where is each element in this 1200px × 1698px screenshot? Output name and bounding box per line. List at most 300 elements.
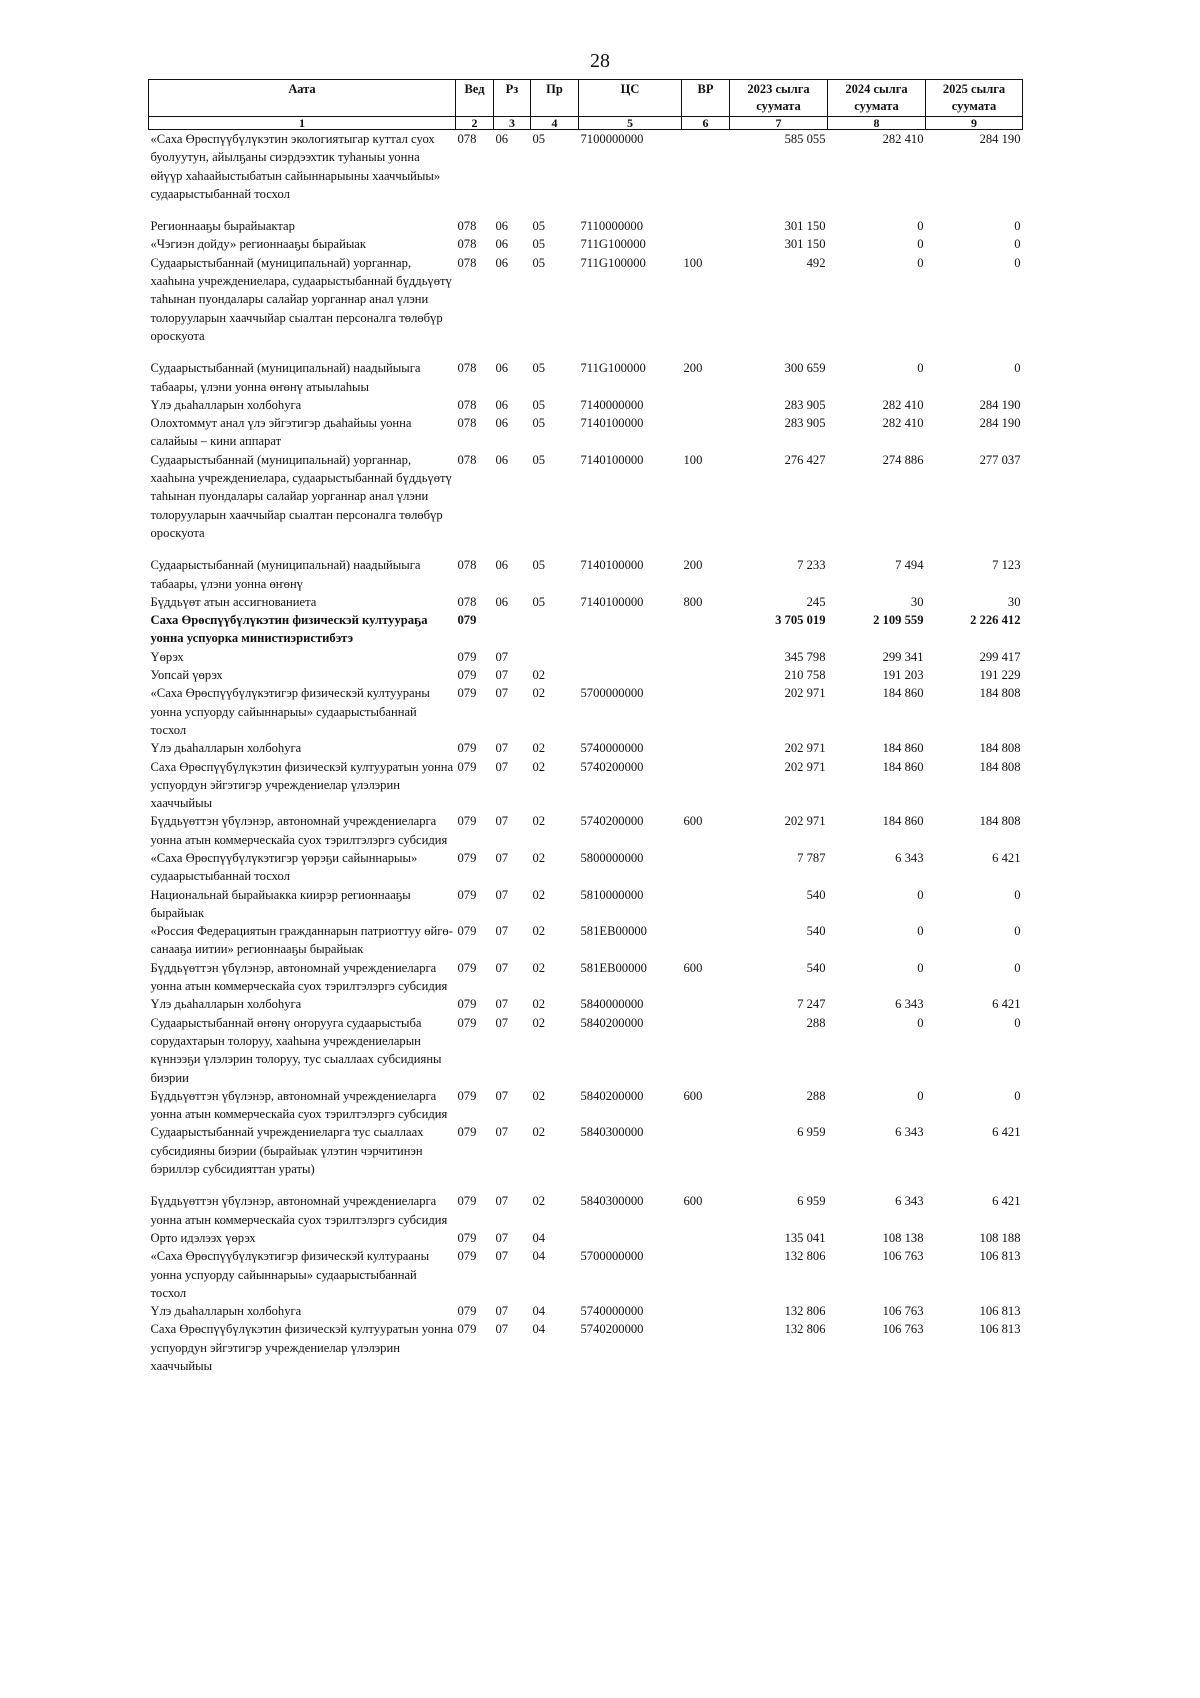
row-amount-2023: 132 806 (784, 1304, 826, 1319)
row-cs: 5740000000 (580, 1304, 644, 1319)
row-amount-2023: 6 959 (797, 1194, 826, 1209)
row-rz: 07 (495, 1194, 509, 1209)
row-vr: 600 (683, 960, 703, 975)
row-amount-2025: 277 037 (979, 452, 1021, 467)
row-rz: 06 (495, 361, 509, 376)
row-name: «Саха Өрөспүүбүлүкэтигэр үөрэҕи сайыннарыы» судаарыстыбаннай тосхол (150, 850, 418, 884)
row-amount-2023: 276 427 (784, 452, 826, 467)
row-amount-2023: 210 758 (784, 668, 826, 683)
row-vr (682, 758, 730, 813)
table-row (149, 812, 1023, 849)
table-row (149, 959, 1023, 996)
table-row (149, 235, 1023, 253)
table-row (149, 849, 1023, 886)
row-cs (579, 666, 682, 684)
row-rz: 06 (495, 132, 509, 146)
row-rz: 07 (495, 668, 509, 683)
row-rz: 06 (495, 255, 509, 270)
row-amount-2025: 284 190 (979, 416, 1021, 431)
row-ved: 079 (457, 997, 477, 1012)
row-amount-2024: 0 (917, 237, 924, 252)
row-amount-2023: 283 905 (784, 416, 826, 431)
row-amount-2023: 3 705 019 (775, 613, 826, 628)
table-row (149, 1087, 1023, 1124)
column-number: 9 (926, 117, 1023, 130)
row-amount-2023: 202 971 (784, 759, 826, 774)
row-cs (579, 611, 682, 648)
row-amount-2024: 0 (917, 219, 924, 234)
row-amount-2023: 202 971 (784, 741, 826, 756)
row-ved: 078 (457, 361, 477, 376)
row-pr: 02 (532, 1194, 546, 1209)
row-amount-2023: 202 971 (784, 686, 826, 701)
table-row (149, 254, 1023, 359)
row-amount-2023: 245 (806, 594, 826, 609)
row-name: Орто идэлээх үөрэх (150, 1230, 256, 1245)
row-ved: 079 (457, 924, 477, 939)
row-name: Национальнай бырайыакка киирэр регионнааҕы бырайыак (150, 887, 411, 920)
row-name: Бүддьүөттэн үбүлэнэр, автономнай учреждениеларга уонна атын коммерческайа суох тэрилтэлэргэ субсидия (150, 814, 448, 847)
table-row (149, 1320, 1023, 1375)
row-ved: 078 (457, 237, 477, 252)
row-ved: 078 (457, 255, 477, 270)
row-vr (682, 648, 730, 666)
row-pr: 02 (532, 960, 546, 975)
row-ved: 078 (457, 558, 477, 573)
row-ved: 079 (457, 814, 477, 829)
row-name: Бүддьүөт атын ассигнованиета (150, 594, 317, 609)
row-ved: 079 (457, 1194, 477, 1209)
row-name: Уопсай үөрэх (150, 668, 223, 683)
row-amount-2025: 0 (1014, 887, 1021, 902)
row-amount-2024: 7 494 (895, 558, 924, 573)
row-vr (682, 414, 730, 451)
row-amount-2024: 282 410 (882, 397, 924, 412)
table-row (149, 684, 1023, 739)
table-row (149, 130, 1023, 218)
row-name: Судаарыстыбаннай учреждениеларга тус сыаллаах субсидияны биэрии (бырайыак үлэтин чэрчитинэн бэриллэр субсидияттан ураты) (150, 1125, 424, 1177)
row-rz: 07 (495, 924, 509, 939)
row-pr: 05 (532, 255, 546, 270)
table-row (149, 1014, 1023, 1087)
row-cs: 7100000000 (580, 132, 644, 146)
row-amount-2025: 6 421 (992, 850, 1021, 865)
row-pr: 04 (532, 1230, 546, 1245)
row-amount-2025: 284 190 (979, 397, 1021, 412)
row-cs: 5740000000 (580, 741, 644, 756)
table-row (149, 359, 1023, 396)
row-amount-2024: 184 860 (882, 814, 924, 829)
row-pr: 05 (532, 219, 546, 234)
table-row (149, 1302, 1023, 1320)
row-pr: 05 (532, 237, 546, 252)
row-pr: 02 (532, 1088, 546, 1103)
row-vr (682, 666, 730, 684)
row-amount-2025: 0 (1014, 255, 1021, 270)
column-header-pr: Пр (531, 80, 579, 117)
row-vr (682, 849, 730, 886)
row-name: «Саха Өрөспүүбүлүкэтин экологиятыгар куттал суох буолуутун, айылҕаны сиэрдээхтик туһаныы уонна өйүүр хаһаайыстыбатын сайыннарыыны хааччыйыы» судаарыстыбаннай тосхол (150, 132, 441, 201)
row-cs: 5740200000 (580, 814, 644, 829)
row-name: Саха Өрөспүүбүлүкэтин физическэй култуураҕа уонна успуорка министиэристибэтэ (150, 613, 428, 646)
row-amount-2024: 6 343 (895, 1125, 924, 1140)
row-amount-2023: 345 798 (784, 649, 826, 664)
row-amount-2023: 202 971 (784, 814, 826, 829)
row-cs: 711G100000 (580, 237, 646, 252)
row-vr (682, 1302, 730, 1320)
row-pr: 05 (532, 594, 546, 609)
row-vr (682, 684, 730, 739)
row-rz: 07 (495, 887, 509, 902)
row-rz: 07 (495, 759, 509, 774)
row-pr: 05 (532, 132, 546, 146)
row-pr: 02 (532, 924, 546, 939)
row-rz: 07 (495, 1249, 509, 1264)
row-vr (682, 611, 730, 648)
row-pr: 02 (532, 668, 546, 683)
row-name: «Саха Өрөспүүбүлүкэтигэр физическэй културааны уонна успуорду сайыннарыы» судаарыстыбаннай тосхол (150, 1249, 430, 1300)
row-rz: 07 (495, 1015, 509, 1030)
row-amount-2023: 283 905 (784, 397, 826, 412)
row-rz: 07 (495, 686, 509, 701)
header-row (149, 80, 1023, 117)
row-amount-2024: 184 860 (882, 686, 924, 701)
row-rz: 06 (495, 452, 509, 467)
row-ved: 079 (457, 1304, 477, 1319)
row-rz: 07 (495, 649, 509, 664)
row-rz (494, 611, 531, 648)
row-rz: 07 (495, 850, 509, 865)
row-rz: 07 (495, 741, 509, 756)
row-amount-2025: 106 813 (979, 1322, 1021, 1337)
row-rz: 06 (495, 594, 509, 609)
row-vr: 200 (683, 558, 703, 573)
row-amount-2025: 299 417 (979, 649, 1021, 664)
column-header-cs: ЦС (579, 80, 682, 117)
row-amount-2025: 106 813 (979, 1249, 1021, 1264)
row-rz: 07 (495, 1230, 509, 1245)
table-row (149, 666, 1023, 684)
row-cs: 5740200000 (580, 1322, 644, 1337)
row-name: «Чэгиэн дойду» регионнааҕы бырайыак (150, 237, 367, 252)
row-vr (682, 1247, 730, 1302)
row-pr: 05 (532, 397, 546, 412)
row-cs: 5700000000 (580, 1249, 644, 1264)
row-rz: 06 (495, 416, 509, 431)
row-cs: 7140100000 (580, 558, 644, 573)
row-amount-2025: 108 188 (979, 1230, 1021, 1245)
column-number: 2 (456, 117, 494, 130)
row-vr (682, 1229, 730, 1247)
row-pr: 02 (532, 850, 546, 865)
row-amount-2025: 184 808 (979, 686, 1021, 701)
row-pr: 05 (532, 416, 546, 431)
row-ved: 079 (457, 960, 477, 975)
row-name: Судаарыстыбаннай (муниципальнай) уорганнар, хааһына учреждениелара, судаарыстыбаннай бүддьүөтү таһынан пуондалары салайар уорганнар анал үлэни толорууларын хааччыйар сыалтан персоналга төлөбүр ороскуота (150, 452, 452, 540)
row-amount-2024: 299 341 (882, 649, 924, 664)
row-ved: 079 (457, 1230, 477, 1245)
row-amount-2025: 0 (1014, 361, 1021, 376)
row-ved: 079 (457, 1249, 477, 1264)
row-ved: 079 (457, 1322, 477, 1337)
row-cs: 7110000000 (580, 219, 644, 234)
row-rz: 07 (495, 814, 509, 829)
table-row (149, 396, 1023, 414)
row-ved: 079 (457, 1125, 477, 1140)
row-ved: 079 (457, 649, 477, 664)
row-cs: 5840300000 (580, 1125, 644, 1140)
row-ved: 078 (457, 132, 477, 146)
row-cs: 5840200000 (580, 1088, 644, 1103)
row-amount-2025: 191 229 (979, 668, 1021, 683)
row-name: Үлэ дьаһалларын холбоһуга (150, 997, 302, 1012)
row-name: Судаарыстыбаннай (муниципальнай) наадыйыыга табаары, үлэни уонна өҥөнү (150, 558, 421, 591)
row-name: Олохтоммут анал үлэ эйгэтигэр дьаһайыы уонна салайыы – кини аппарат (150, 416, 412, 449)
row-name: Саха Өрөспүүбүлүкэтин физическэй култууратын уонна успуордун эйгэтигэр учреждениелар үлэлэрин хааччыйыы (150, 759, 454, 811)
row-amount-2024: 6 343 (895, 1194, 924, 1209)
row-ved: 078 (457, 452, 477, 467)
row-amount-2025: 7 123 (992, 558, 1021, 573)
row-cs: 7140100000 (580, 452, 644, 467)
row-amount-2023: 7 233 (797, 558, 826, 573)
row-name: Судаарыстыбаннай өҥөнү оҥорууга судаарыстыба сорудахтарын толоруу, хааһына учреждениеларын күннээҕи үлэлэрин толоруу, тус сыаллаах субсидияны биэрии (150, 1015, 442, 1085)
row-amount-2025: 0 (1014, 1088, 1021, 1103)
row-pr: 04 (532, 1304, 546, 1319)
row-amount-2024: 6 343 (895, 997, 924, 1012)
column-header-vr: ВР (682, 80, 730, 117)
row-cs: 581EB00000 (580, 924, 647, 939)
row-amount-2024: 0 (917, 1015, 924, 1030)
row-amount-2023: 540 (806, 887, 826, 902)
row-cs: 5740200000 (580, 759, 644, 774)
table-row (149, 1123, 1023, 1192)
table-row (149, 593, 1023, 611)
row-amount-2025: 284 190 (979, 132, 1021, 146)
row-ved: 078 (457, 219, 477, 234)
row-amount-2025: 106 813 (979, 1304, 1021, 1319)
row-amount-2024: 6 343 (895, 850, 924, 865)
table-row (149, 451, 1023, 556)
row-cs (579, 648, 682, 666)
row-amount-2025: 6 421 (992, 1194, 1021, 1209)
row-cs: 5700000000 (580, 686, 644, 701)
row-amount-2023: 301 150 (784, 237, 826, 252)
row-pr: 02 (532, 997, 546, 1012)
row-pr: 02 (532, 1015, 546, 1030)
row-amount-2023: 132 806 (784, 1322, 826, 1337)
row-amount-2025: 184 808 (979, 759, 1021, 774)
row-pr: 02 (532, 686, 546, 701)
row-name: «Саха Өрөспүүбүлүкэтигэр физическэй култуураны уонна успуорду сайыннарыы» судаарыстыбаннай тосхол (150, 686, 430, 737)
column-header-2024: 2024 сылга суумата (828, 80, 926, 117)
row-rz: 07 (495, 997, 509, 1012)
row-vr: 200 (683, 361, 703, 376)
row-name: Бүддьүөттэн үбүлэнэр, автономнай учреждениеларга уонна атын коммерческайа суох тэрилтэлэргэ субсидия (150, 960, 448, 994)
row-ved: 079 (457, 887, 477, 902)
row-cs: 5800000000 (580, 850, 644, 865)
row-amount-2024: 191 203 (882, 668, 924, 683)
column-header-2023: 2023 сылга суумата (730, 80, 828, 117)
row-amount-2025: 0 (1014, 960, 1021, 975)
table-row (149, 758, 1023, 813)
column-number: 1 (149, 117, 456, 130)
row-ved: 078 (457, 416, 477, 431)
row-name: Саха Өрөспүүбүлүкэтин физическэй култууратын уонна успуордун эйгэтигэр учреждениелар үлэлэрин хааччыйыы (150, 1322, 454, 1373)
column-header-name: Аата (149, 80, 456, 117)
row-name: Үөрэх (150, 649, 184, 664)
row-cs: 5810000000 (580, 887, 644, 902)
column-number: 7 (730, 117, 828, 130)
row-amount-2024: 0 (917, 960, 924, 975)
row-amount-2025: 0 (1014, 924, 1021, 939)
row-amount-2024: 106 763 (882, 1249, 924, 1264)
row-amount-2023: 288 (806, 1015, 826, 1030)
row-amount-2025: 0 (1014, 237, 1021, 252)
row-vr (682, 130, 730, 218)
row-amount-2025: 0 (1014, 1015, 1021, 1030)
row-name: Үлэ дьаһалларын холбоһуга (150, 1304, 302, 1319)
row-amount-2024: 0 (917, 924, 924, 939)
row-amount-2024: 0 (917, 1088, 924, 1103)
row-amount-2025: 6 421 (992, 1125, 1021, 1140)
table-row (149, 1192, 1023, 1229)
row-amount-2024: 0 (917, 255, 924, 270)
row-name: Регионнааҕы бырайыактар (150, 219, 295, 234)
row-rz: 07 (495, 960, 509, 975)
row-rz: 06 (495, 558, 509, 573)
row-vr (682, 1014, 730, 1087)
row-cs: 581EB00000 (580, 960, 647, 975)
column-header-2025: 2025 сылга суумата (926, 80, 1023, 117)
row-name: Бүддьүөттэн үбүлэнэр, автономнай учреждениеларга уонна атын коммерческайа суох тэрилтэлэргэ субсидия (150, 1088, 448, 1122)
row-amount-2024: 30 (910, 594, 924, 609)
row-amount-2024: 108 138 (882, 1230, 924, 1245)
row-ved: 079 (457, 668, 477, 683)
table-body (149, 130, 1023, 1376)
row-rz: 07 (495, 1304, 509, 1319)
row-amount-2024: 282 410 (882, 416, 924, 431)
row-amount-2024: 0 (917, 361, 924, 376)
row-amount-2025: 30 (1007, 594, 1021, 609)
row-ved: 078 (457, 397, 477, 412)
column-number: 3 (494, 117, 531, 130)
column-header-rz: Рз (494, 80, 531, 117)
row-rz: 06 (495, 397, 509, 412)
row-name: Үлэ дьаһалларын холбоһуга (150, 397, 302, 412)
row-amount-2025: 184 808 (979, 741, 1021, 756)
row-amount-2024: 282 410 (882, 132, 924, 146)
row-pr: 05 (532, 452, 546, 467)
page-number: 28 (590, 50, 610, 72)
row-amount-2023: 135 041 (784, 1230, 826, 1245)
row-name: «Россия Федерациятын гражданнарын патриоттуу өйгө-санааҕа иитии» регионнааҕы бырайыак (150, 924, 453, 957)
column-number: 8 (828, 117, 926, 130)
row-ved: 079 (457, 1088, 477, 1103)
table-row (149, 611, 1023, 648)
table-row (149, 886, 1023, 923)
row-amount-2024: 106 763 (882, 1322, 924, 1337)
column-number: 4 (531, 117, 579, 130)
row-vr: 600 (683, 1194, 703, 1209)
row-cs: 5840200000 (580, 1015, 644, 1030)
row-rz: 06 (495, 237, 509, 252)
row-ved: 078 (457, 594, 477, 609)
row-rz: 07 (495, 1125, 509, 1140)
row-vr (682, 235, 730, 253)
row-vr: 800 (683, 594, 703, 609)
row-pr: 04 (532, 1249, 546, 1264)
row-pr: 02 (532, 814, 546, 829)
budget-table-container (148, 79, 1022, 1375)
row-cs: 711G100000 (580, 361, 646, 376)
table-row (149, 995, 1023, 1013)
column-number: 5 (579, 117, 682, 130)
row-amount-2023: 540 (806, 960, 826, 975)
column-header-ved: Вед (456, 80, 494, 117)
row-pr: 02 (532, 887, 546, 902)
table-row (149, 648, 1023, 666)
table-row (149, 414, 1023, 451)
table-row (149, 1229, 1023, 1247)
row-pr: 02 (532, 1125, 546, 1140)
row-vr: 600 (683, 814, 703, 829)
row-amount-2023: 7 787 (797, 850, 826, 865)
row-pr: 05 (532, 558, 546, 573)
table-row (149, 1247, 1023, 1302)
row-vr: 100 (683, 452, 703, 467)
budget-table (148, 79, 1023, 1375)
row-amount-2025: 6 421 (992, 997, 1021, 1012)
row-name: Бүддьүөттэн үбүлэнэр, автономнай учреждениеларга уонна атын коммерческайа суох тэрилтэлэргэ субсидия (150, 1194, 448, 1227)
row-amount-2023: 540 (806, 924, 826, 939)
row-amount-2024: 184 860 (882, 741, 924, 756)
row-amount-2023: 132 806 (784, 1249, 826, 1264)
row-cs: 7140000000 (580, 397, 644, 412)
row-pr (531, 611, 579, 648)
row-cs (579, 1229, 682, 1247)
row-ved: 079 (457, 741, 477, 756)
row-amount-2023: 301 150 (784, 219, 826, 234)
row-name: Үлэ дьаһалларын холбоһуга (150, 741, 302, 756)
row-vr (682, 217, 730, 235)
row-vr (682, 1320, 730, 1375)
row-rz: 07 (495, 1322, 509, 1337)
row-ved: 079 (457, 759, 477, 774)
row-pr: 02 (532, 759, 546, 774)
row-cs: 711G100000 (580, 255, 646, 270)
row-amount-2025: 0 (1014, 219, 1021, 234)
row-ved: 079 (457, 686, 477, 701)
row-vr (682, 739, 730, 757)
row-cs: 5840300000 (580, 1194, 644, 1209)
table-header (149, 80, 1023, 130)
row-vr (682, 995, 730, 1013)
row-amount-2024: 2 109 559 (873, 613, 924, 628)
row-amount-2023: 492 (806, 255, 826, 270)
row-vr: 600 (683, 1088, 703, 1103)
row-pr: 05 (532, 361, 546, 376)
row-amount-2025: 184 808 (979, 814, 1021, 829)
row-cs: 7140100000 (580, 594, 644, 609)
row-rz: 06 (495, 219, 509, 234)
row-pr: 04 (532, 1322, 546, 1337)
column-number-row (149, 117, 1023, 130)
row-amount-2024: 0 (917, 887, 924, 902)
row-amount-2023: 6 959 (797, 1125, 826, 1140)
row-amount-2023: 585 055 (784, 132, 826, 146)
row-ved: 079 (457, 850, 477, 865)
row-ved: 079 (457, 613, 477, 628)
